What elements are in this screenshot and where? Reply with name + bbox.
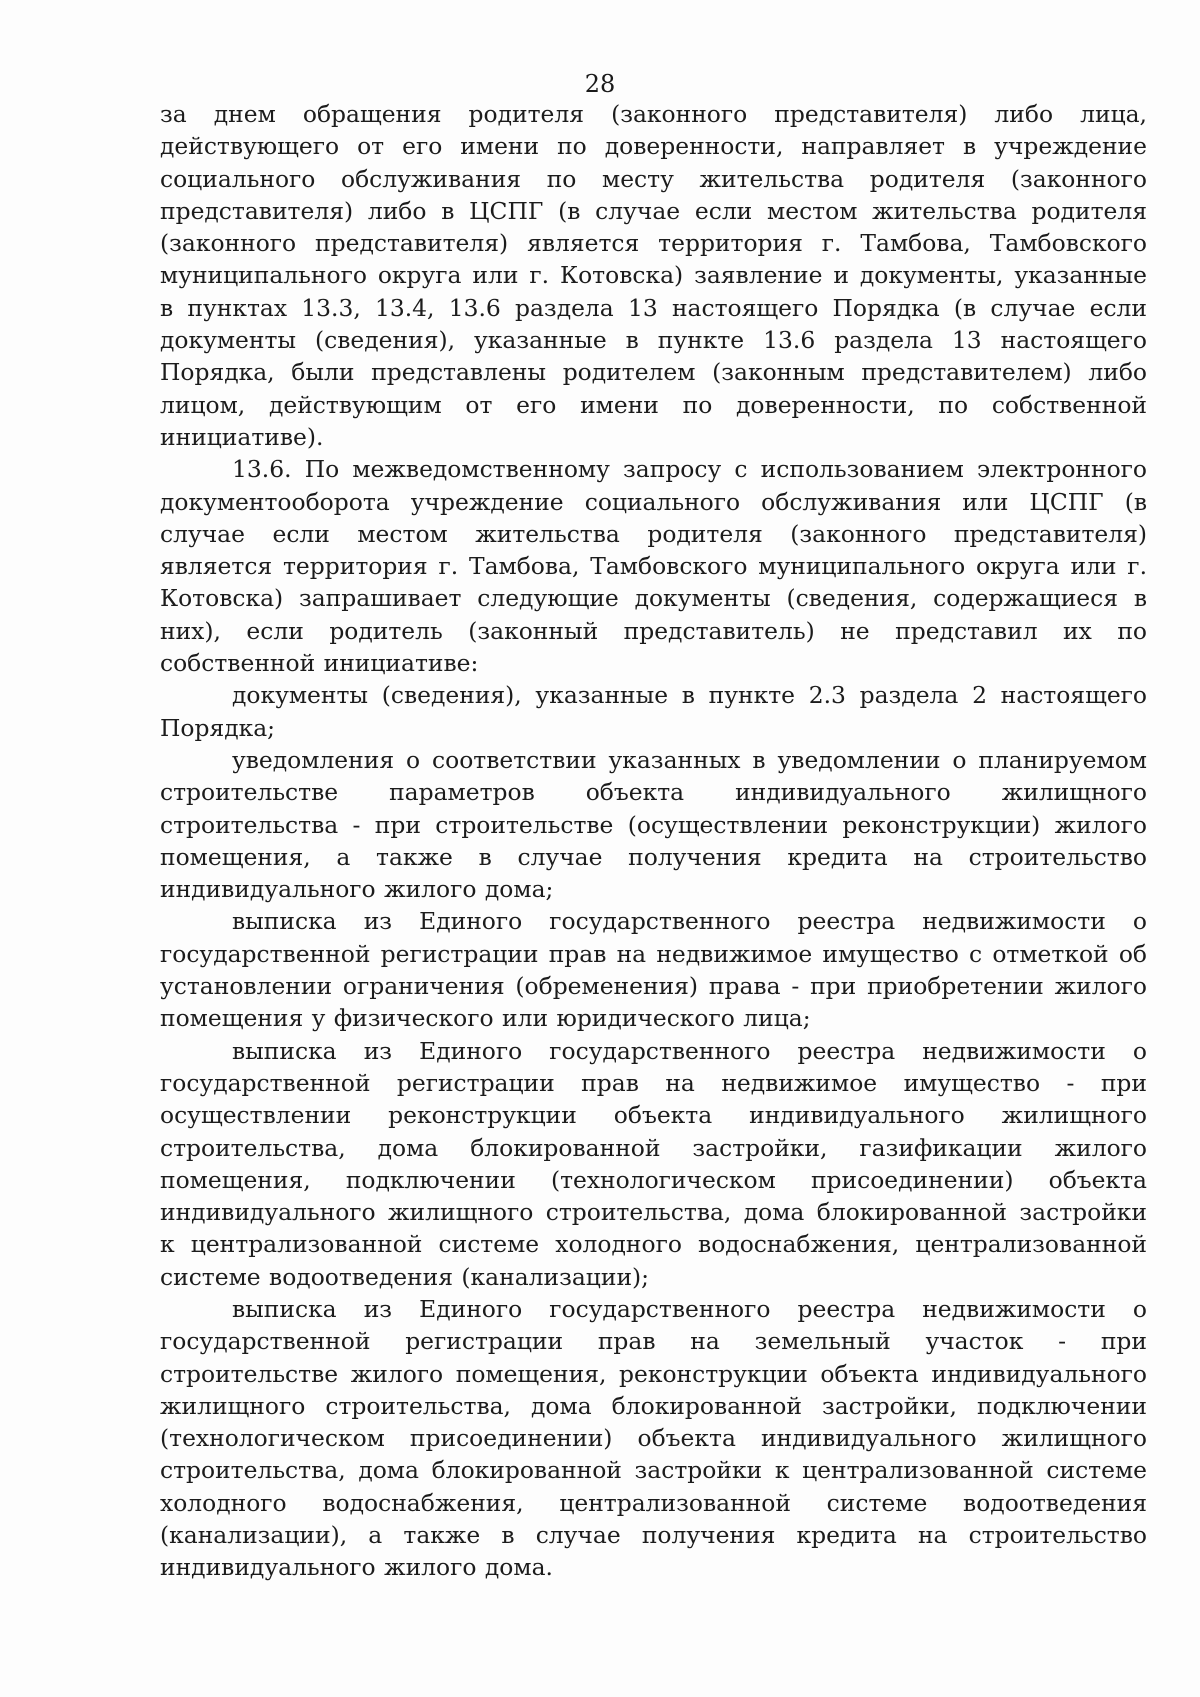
page-number: 28 [584, 70, 616, 98]
document-body [160, 98, 1147, 1584]
list-item-notifications: уведомления о соответствии указанных в уведомлении о планируемом строительстве параметров объекта индивидуального жилищного строительства - при строительстве (осуществлении реконструкции) жилого помещения, а также в случае получения кредита на строительство индивидуального жилого дома; [160, 745, 1147, 904]
list-item-extract-encumbrance: выписка из Единого государственного реестра недвижимости о государственной регистрации прав на недвижимое имущество с отметкой об установлении ограничения (обременения) права - при приобретении жилого помещения у физического или юридического лица; [160, 907, 1147, 1033]
list-item-extract-property: выписка из Единого государственного реестра недвижимости о государственной регистрации прав на недвижимое имущество - при осуществлении реконструкции объекта индивидуального жилищного строительства, дома блокированной застройки, газификации жилого помещения, подключении (технологическом присоединении) объекта индивидуального жилищного строительства, дома блокированной застройки к централизованной системе холодного водоснабжения, централизованной системе водоотведения (канализации); [160, 1036, 1147, 1291]
paragraph-13-6: 13.6. По межведомственному запросу с использованием электронного документооборота учреждение социального обслуживания или ЦСПГ (в случае если местом жительства родителя (законного представителя) является территория г. Тамбова, Тамбовского муниципального округа или г. Котовска) запрашивает следующие документы (сведения, содержащиеся в них), если родитель (законный представитель) не представил их по собственной инициативе: [160, 455, 1147, 678]
list-item-extract-land: выписка из Единого государственного реестра недвижимости о государственной регистрации прав на земельный участок - при строительстве жилого помещения, реконструкции объекта индивидуального жилищного строительства, дома блокированной застройки, подключении (технологическом присоединении) объекта индивидуального жилищного строительства, дома блокированной застройки к централизованной системе холодного водоснабжения, централизованной системе водоотведения (канализации), а также в случае получения кредита на строительство индивидуального жилого дома. [160, 1294, 1147, 1582]
paragraph-continuation: за днем обращения родителя (законного представителя) либо лица, действующего от его имени по доверенности, направляет в учреждение социального обслуживания по месту жительства родителя (законного представителя) либо в ЦСПГ (в случае если местом жительства родителя (законного представителя) является территория г. Тамбова, Тамбовского муниципального округа или г. Котовска) заявление и документы, указанные в пунктах 13.3, 13.4, 13.6 раздела 13 настоящего Порядка (в случае если документы (сведения), указанные в пункте 13.6 раздела 13 настоящего Порядка, были представлены родителем (законным представителем) либо лицом, действующим от его имени по доверенности, по собственной инициативе). [160, 100, 1147, 451]
list-item-documents: документы (сведения), указанные в пункте 2.3 раздела 2 настоящего Порядка; [160, 681, 1147, 742]
